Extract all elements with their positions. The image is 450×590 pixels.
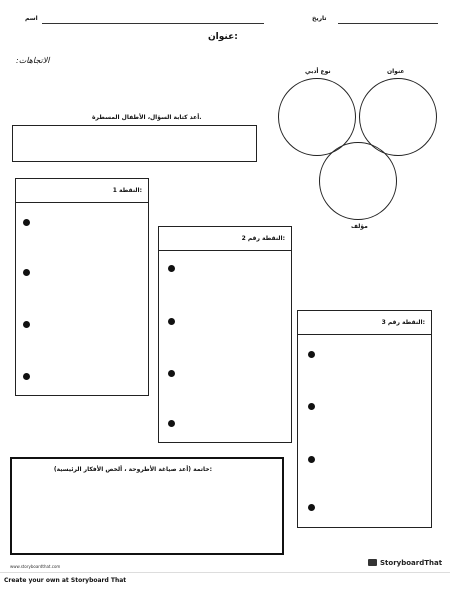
venn-genre-label: نوع أدبي — [305, 68, 331, 75]
venn-title-label: عنوان — [387, 68, 405, 75]
storyboard-logo-icon — [368, 559, 377, 566]
point-1-box[interactable] — [15, 178, 149, 396]
storyboard-url: www.storyboardthat.com — [10, 564, 61, 569]
point-2-label: :النقطة رقم 2 — [241, 235, 285, 242]
bullet-icon — [23, 269, 30, 276]
name-label: اسم — [25, 15, 38, 22]
storyboard-brand: StoryboardThat — [380, 559, 443, 567]
directions-label: :الاتجاهات — [16, 56, 50, 65]
point-3-label: :النقطة رقم 3 — [381, 319, 425, 326]
bullet-icon — [308, 504, 315, 511]
bullet-icon — [23, 373, 30, 380]
bullet-icon — [23, 219, 30, 226]
footer-bar — [0, 572, 450, 590]
bullet-icon — [23, 321, 30, 328]
bullet-icon — [168, 370, 175, 377]
bullet-icon — [168, 420, 175, 427]
conclusion-label: :خاتمة (أعد صياغة الأطروحة ، ألخص الأفكار الرئيسية) — [53, 466, 212, 473]
point-3-header — [298, 311, 431, 335]
question-label: .أعد كتابة السؤال، الأطفال المسطرة — [92, 114, 202, 121]
point-3-box[interactable] — [297, 310, 432, 528]
date-line[interactable] — [338, 23, 438, 24]
bullet-icon — [168, 265, 175, 272]
point-1-label: :النقطة 1 — [112, 187, 142, 194]
point-2-box[interactable] — [158, 226, 292, 443]
venn-author-label: مؤلف — [351, 223, 368, 230]
venn-circle-author[interactable] — [319, 142, 397, 220]
point-2-header — [159, 227, 291, 251]
conclusion-box[interactable] — [10, 457, 284, 555]
bullet-icon — [168, 318, 175, 325]
bullet-icon — [308, 351, 315, 358]
question-answer-box[interactable] — [12, 125, 257, 162]
footer-cta-link[interactable]: Create your own at Storyboard That — [4, 577, 127, 584]
bullet-icon — [308, 456, 315, 463]
bullet-icon — [308, 403, 315, 410]
title-label: عنوان: — [208, 32, 238, 42]
date-label: تاريخ — [312, 15, 327, 22]
name-line[interactable] — [42, 23, 264, 24]
point-1-header — [16, 179, 148, 203]
